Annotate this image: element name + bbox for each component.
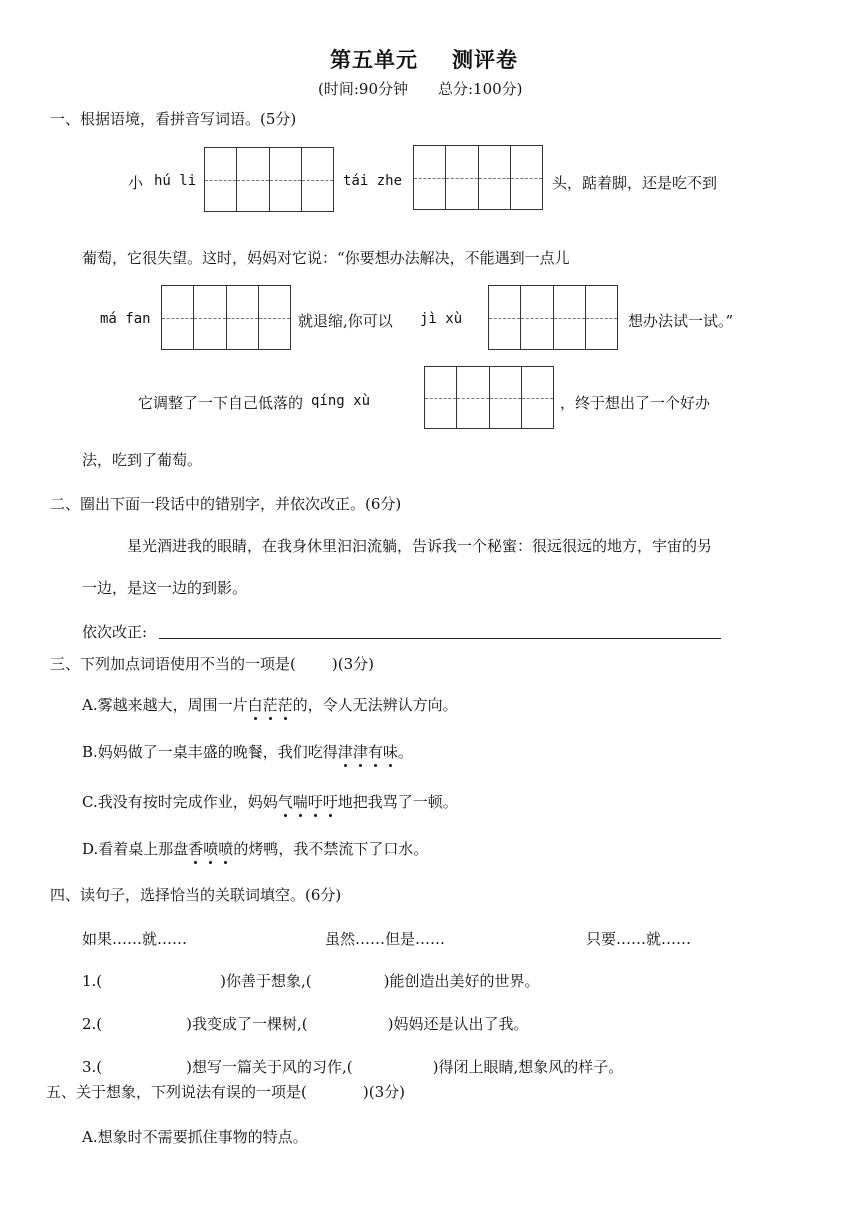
sentence-part: )你善于想象,(: [220, 972, 312, 990]
q1-line2: 葡萄，它很失望。这时，妈妈对它说：“你要想办法解决，不能遇到一点儿: [82, 249, 570, 267]
grid-cell[interactable]: [489, 286, 521, 349]
dotted-char: 津: [337, 743, 353, 761]
pinyin-taizhe: tái zhe: [343, 173, 403, 189]
pinyin-qingxu: qíng xù: [311, 393, 371, 409]
dotted-char: 津: [352, 743, 368, 761]
grid-cell[interactable]: [425, 367, 457, 428]
q3-option-a: [82, 694, 458, 715]
q4-sentence-1: [82, 970, 540, 991]
q4-sentence-3: [82, 1056, 623, 1077]
grid-cell[interactable]: [586, 286, 617, 349]
grid-cell[interactable]: [479, 146, 511, 209]
q1-line3-suffix: 想办法试一试。”: [628, 312, 734, 330]
q5-heading-post: )(3分): [362, 1083, 405, 1101]
grid-cell[interactable]: [227, 286, 259, 349]
conjunction-choice-2: 虽然……但是……: [325, 930, 446, 948]
sentence-part: 3.(: [82, 1058, 103, 1076]
section-5-heading: [46, 1081, 405, 1102]
title-unit: 第五单元: [330, 47, 418, 72]
q1-line1-prefix: 小: [128, 174, 144, 192]
writing-grid-taizhe[interactable]: [413, 145, 543, 210]
grid-cell[interactable]: [302, 148, 333, 211]
dotted-word: [248, 696, 293, 714]
section-4-heading: 四、读句子，选择恰当的关联词填空。(6分): [50, 886, 342, 904]
time-info: (时间:90分钟: [318, 80, 408, 98]
dotted-word: [188, 840, 233, 858]
q1-line5: 法，吃到了葡萄。: [82, 451, 203, 469]
option-text: 地把我骂了一顿。: [337, 793, 458, 811]
q1-line3-mid: 就退缩,你可以: [298, 312, 393, 330]
dotted-char: 吁: [307, 793, 323, 811]
exam-info: [318, 78, 523, 99]
q1-line4-suffix: ，终于想出了一个好办: [560, 394, 711, 412]
score-info: 总分:100分): [438, 80, 523, 98]
sentence-part: )想写一篇关于风的习作,(: [186, 1058, 353, 1076]
section-1-heading: 一、根据语境，看拼音写词语。(5分): [50, 110, 297, 128]
dotted-char: 有: [367, 743, 383, 761]
dotted-char: 气: [277, 793, 293, 811]
option-text: 的，令人无法辨认方向。: [292, 696, 458, 714]
dotted-char: 茫: [262, 696, 278, 714]
correction-answer-line[interactable]: [159, 638, 721, 639]
grid-cell[interactable]: [554, 286, 586, 349]
dotted-char: 白: [247, 696, 263, 714]
option-text: B.妈妈做了一桌丰盛的晚餐，我们吃得: [82, 743, 338, 761]
sentence-part: )我变成了一棵树,(: [186, 1015, 308, 1033]
q1-line1-suffix: 头，踮着脚，还是吃不到: [552, 174, 718, 192]
q5-heading-pre: 五、关于想象，下列说法有误的一项是(: [46, 1083, 307, 1101]
grid-cell[interactable]: [414, 146, 446, 209]
writing-grid-huli[interactable]: [204, 147, 334, 212]
pinyin-huli: hú li: [154, 173, 197, 189]
q3-option-d: [82, 838, 428, 859]
grid-cell[interactable]: [259, 286, 290, 349]
dotted-word: [338, 743, 398, 761]
grid-cell[interactable]: [521, 286, 553, 349]
dotted-char: 喷: [218, 840, 234, 858]
grid-cell[interactable]: [446, 146, 478, 209]
q3-option-c: [82, 791, 458, 812]
grid-cell[interactable]: [490, 367, 522, 428]
conjunction-choice-1: 如果……就……: [82, 930, 188, 948]
pinyin-mafan: má fan: [100, 311, 151, 327]
dotted-char: 香: [188, 840, 204, 858]
sentence-part: 1.(: [82, 972, 103, 990]
dotted-word: [278, 793, 338, 811]
conjunction-choice-3: 只要……就……: [586, 930, 692, 948]
sentence-part: )得闭上眼睛,想象风的样子。: [432, 1058, 624, 1076]
option-text: 的烤鸭，我不禁流下了口水。: [233, 840, 429, 858]
dotted-char: 喘: [292, 793, 308, 811]
option-text: 。: [397, 743, 413, 761]
q3-option-b: [82, 741, 413, 762]
q2-paragraph-line1: 星光酒进我的眼睛，在我身休里汩汩流躺，告诉我一个秘蜜：很远很远的地方，宇宙的另: [127, 537, 713, 555]
dotted-char: 喷: [203, 840, 219, 858]
sentence-part: 2.(: [82, 1015, 103, 1033]
section-3-heading: [50, 653, 374, 674]
section-2-heading: 二、圈出下面一段话中的错别字，并依次改正。(6分): [50, 495, 402, 513]
grid-cell[interactable]: [205, 148, 237, 211]
dotted-char: 吁: [322, 793, 338, 811]
grid-cell[interactable]: [162, 286, 194, 349]
grid-cell[interactable]: [194, 286, 226, 349]
option-text: D.看着桌上那盘: [82, 840, 189, 858]
q3-heading-pre: 三、下列加点词语使用不当的一项是(: [50, 655, 296, 673]
grid-cell[interactable]: [522, 367, 553, 428]
dotted-char: 味: [382, 743, 398, 761]
q4-sentence-2: [82, 1013, 529, 1034]
writing-grid-qingxu[interactable]: [424, 366, 554, 429]
q5-option-a: A.想象时不需要抓住事物的特点。: [82, 1128, 308, 1146]
option-text: C.我没有按时完成作业，妈妈: [82, 793, 278, 811]
sentence-part: )妈妈还是认出了我。: [387, 1015, 529, 1033]
correction-label: 依次改正:: [82, 623, 148, 641]
writing-grid-mafan[interactable]: [161, 285, 291, 350]
option-text: A.雾越来越大，周围一片: [82, 696, 248, 714]
title-test: 测评卷: [452, 47, 518, 72]
page-title: [330, 44, 518, 74]
grid-cell[interactable]: [237, 148, 269, 211]
writing-grid-jixu[interactable]: [488, 285, 618, 350]
grid-cell[interactable]: [270, 148, 302, 211]
pinyin-jixu: jì xù: [420, 311, 463, 327]
q1-line4-prefix: 它调整了一下自己低落的: [138, 394, 304, 412]
sentence-part: )能创造出美好的世界。: [383, 972, 540, 990]
q2-paragraph-line2: 一边，是这一边的到影。: [82, 579, 248, 597]
grid-cell[interactable]: [511, 146, 542, 209]
q3-heading-post: )(3分): [331, 655, 374, 673]
dotted-char: 茫: [277, 696, 293, 714]
grid-cell[interactable]: [457, 367, 489, 428]
